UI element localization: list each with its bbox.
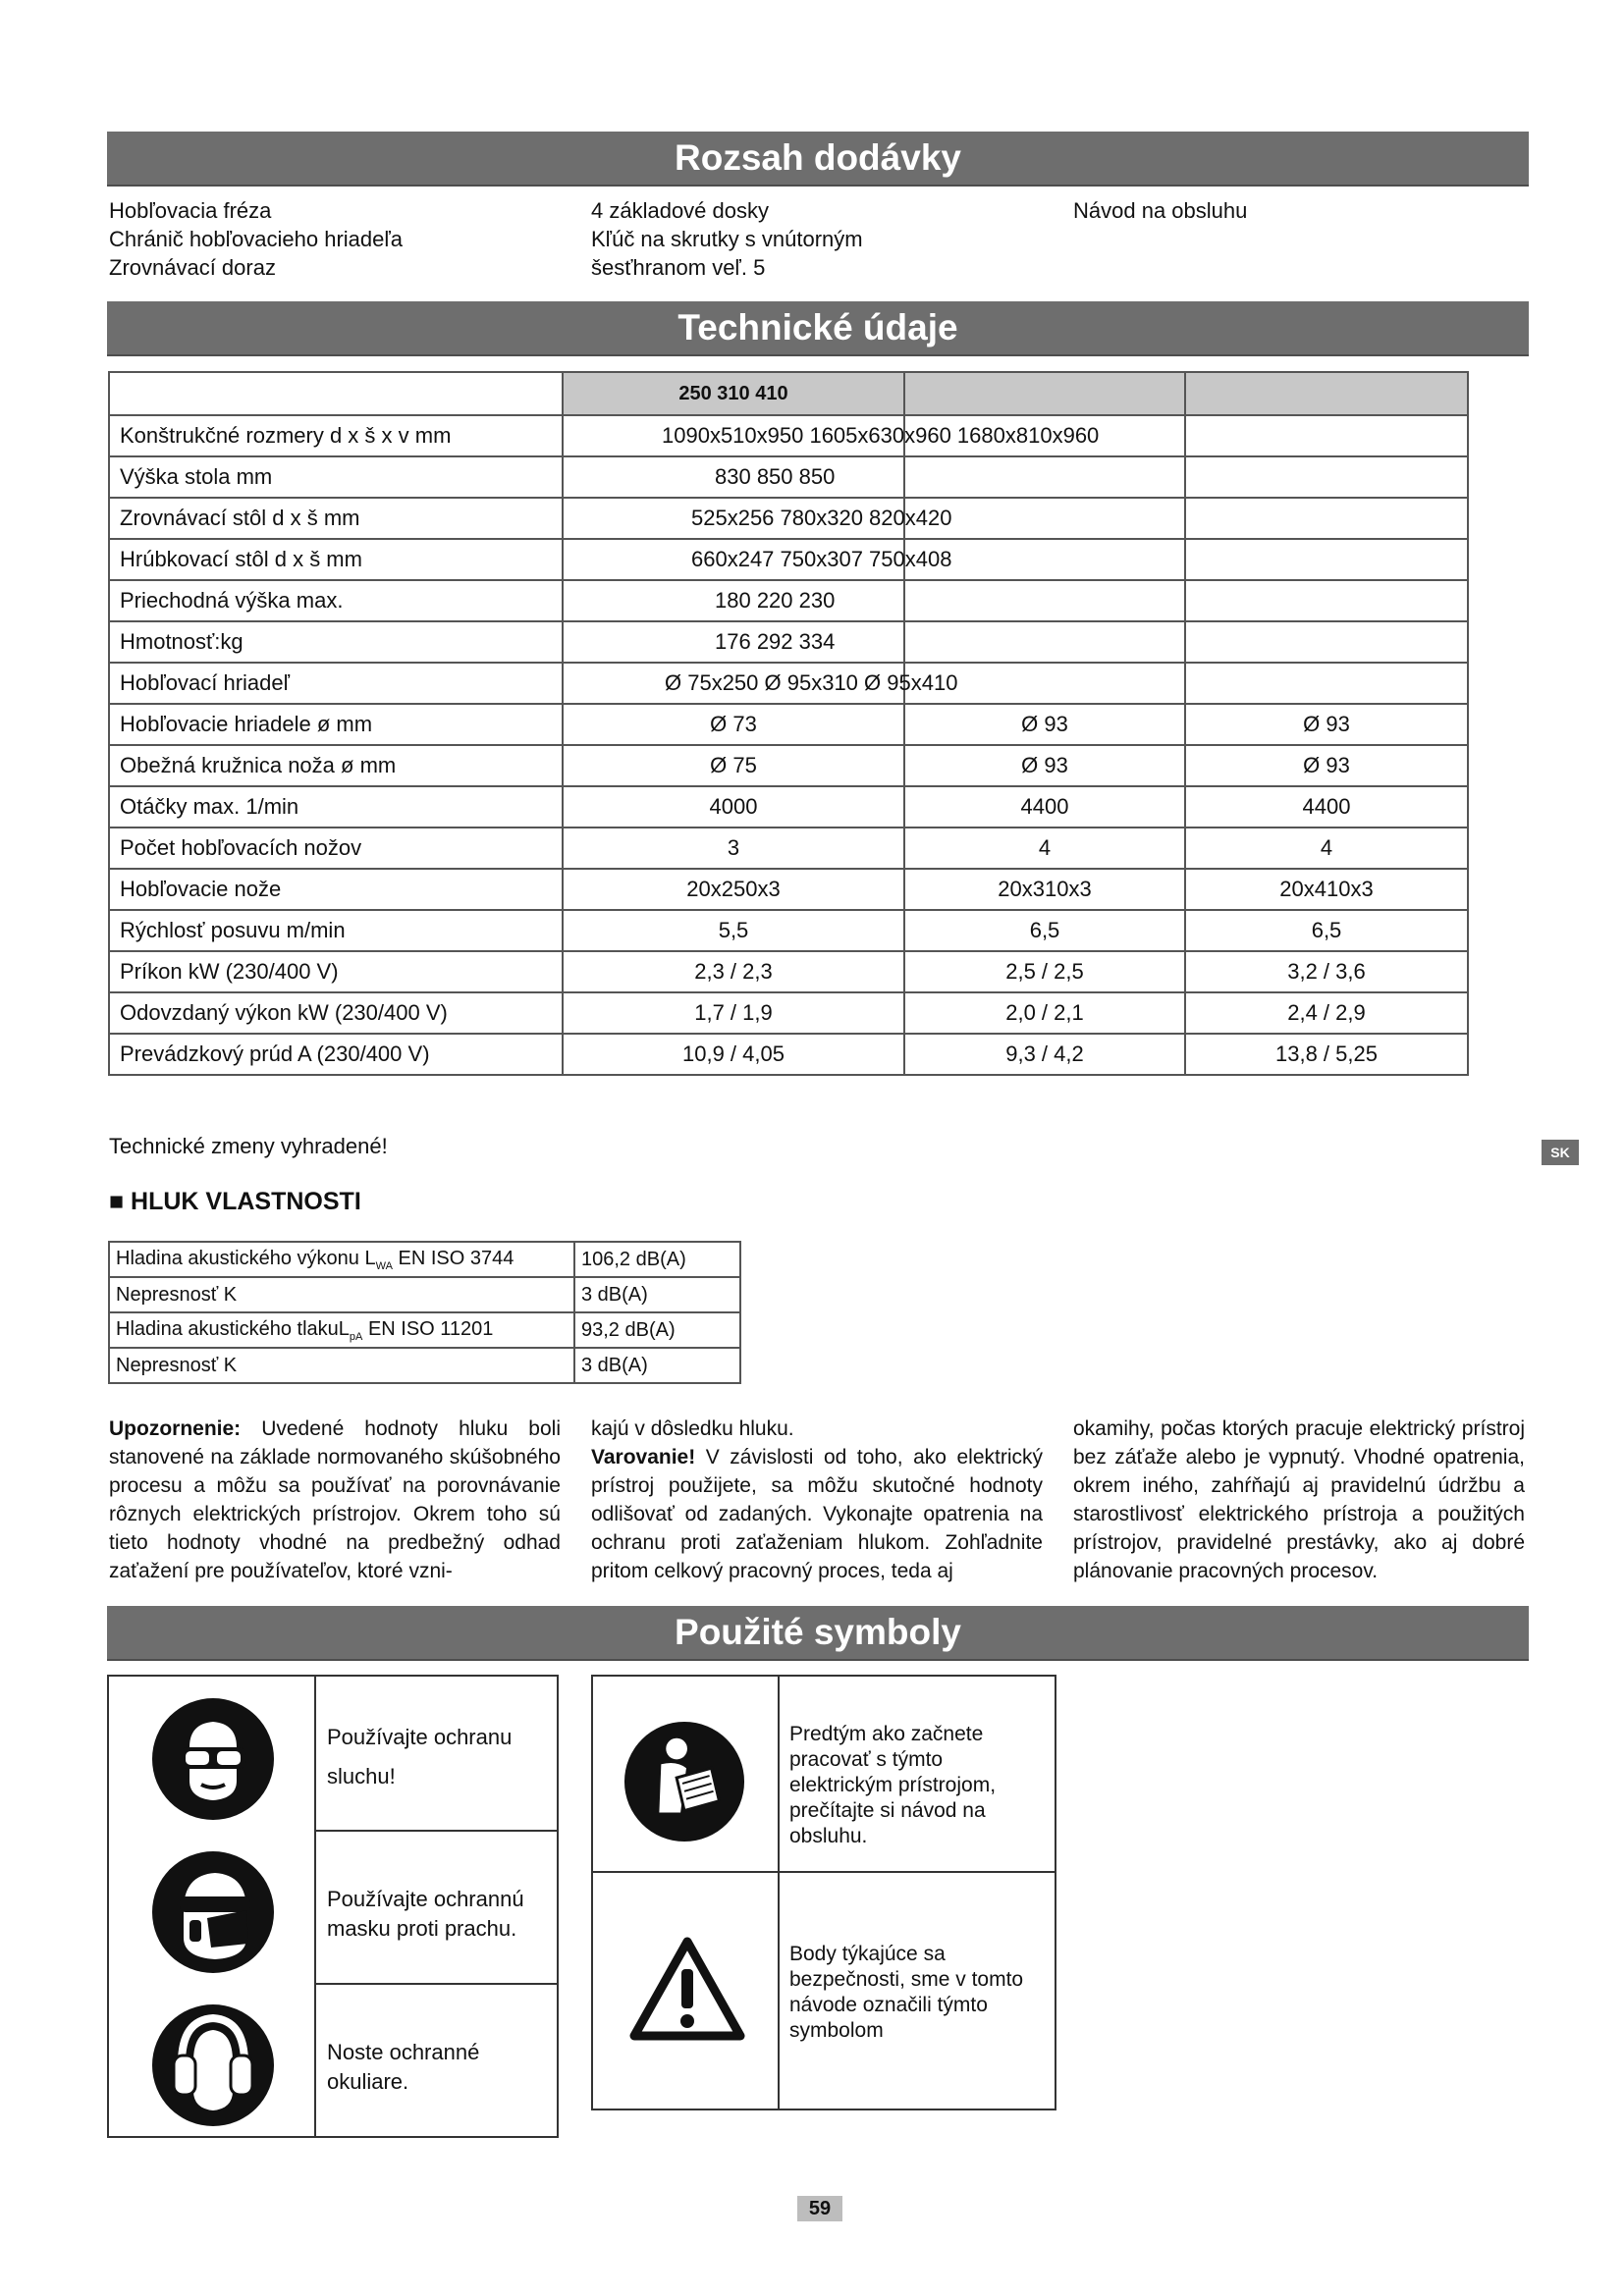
row-label: Príkon kW (230/400 V) [109, 951, 563, 992]
row-value: 3 [563, 828, 904, 869]
symbol-text: Používajte ochranu sluchu! [327, 1725, 513, 1789]
noise-label: Hladina akustického výkonu $L_{WA}$ EN ISO 3744 [109, 1242, 574, 1277]
noise-value: 3 dB(A) [574, 1348, 740, 1383]
row-value: 20x410x3 [1185, 869, 1468, 910]
table-cell [109, 372, 563, 415]
noise-value: 93,2 dB(A) [574, 1312, 740, 1348]
row-value: 176 292 334 [563, 621, 904, 663]
row-label: Konštrukčné rozmery d x š x v mm [109, 415, 563, 456]
table-row [109, 539, 1468, 580]
row-value: 2,4 / 2,9 [1185, 992, 1468, 1034]
row-label: Otáčky max. 1/min [109, 786, 563, 828]
row-value: 4000 [563, 786, 904, 828]
row-value: 1090x510x950 1605x630x960 1680x810x960 [563, 415, 904, 456]
row-value: 6,5 [904, 910, 1185, 951]
row-label: Prevádzkový prúd A (230/400 V) [109, 1034, 563, 1075]
table-row [109, 415, 1468, 456]
table-cell [1185, 415, 1468, 456]
row-value: 20x310x3 [904, 869, 1185, 910]
table-row [109, 498, 1468, 539]
table-row [109, 786, 1468, 828]
table-cell [1185, 372, 1468, 415]
row-label: Hobľovací hriadeľ [109, 663, 563, 704]
table-row [109, 951, 1468, 992]
delivery-item: Chránič hobľovacieho hriadeľa [109, 227, 404, 251]
noise-label: Hladina akustického tlakuL$_{pA}$ EN ISO 11201 [109, 1312, 574, 1348]
delivery-col-3 [1073, 196, 1247, 225]
table-row [109, 828, 1468, 869]
table-cell [904, 372, 1185, 415]
symbol-text: Používajte ochrannú masku proti prachu. [327, 1887, 524, 1941]
ear-protection-icon [150, 2002, 276, 2128]
noise-value: 3 dB(A) [574, 1277, 740, 1312]
row-value: Ø 93 [904, 745, 1185, 786]
table-cell [904, 580, 1185, 621]
delivery-item: Hobľovacia fréza [109, 198, 272, 223]
table-cell [1185, 621, 1468, 663]
delivery-item: Návod na obsluhu [1073, 198, 1248, 223]
safety-goggles-icon [150, 1696, 276, 1822]
table-cell [1185, 539, 1468, 580]
delivery-item: Zrovnávací doraz [109, 255, 276, 280]
tech-table [108, 371, 1469, 1076]
row-value: Ø 75 [563, 745, 904, 786]
table-row [109, 1277, 740, 1312]
row-label: Zrovnávací stôl d x š mm [109, 498, 563, 539]
row-label: Hmotnosť:kg [109, 621, 563, 663]
row-value: 525x256 780x320 820x420 [563, 498, 904, 539]
row-label: Obežná kružnica noža ø mm [109, 745, 563, 786]
noise-table [108, 1241, 741, 1384]
symbol-text: Noste ochranné okuliare. [327, 2040, 480, 2094]
dust-mask-icon [150, 1849, 276, 1975]
delivery-item: šesťhranom veľ. 5 [591, 255, 766, 280]
delivery-col-2 [591, 196, 863, 282]
row-value: 2,0 / 2,1 [904, 992, 1185, 1034]
table-row [109, 869, 1468, 910]
table-cell [904, 621, 1185, 663]
row-value: 2,5 / 2,5 [904, 951, 1185, 992]
paragraph-notice: Upozornenie: Uvedené hodnoty hluku boli stanovené na základe normovaného skúšobného procesu a môžu sa používať na porovnávanie rôznych elektrických prístrojov. Okrem toho sú tieto hodnoty vhodné na predbežný odhad zaťažení pre používateľov, ktoré vzni- [109, 1417, 561, 1582]
table-row [109, 1348, 740, 1383]
symbol-text: Body týkajúce sa bezpečnosti, sme v tomto návode označili týmto symbolom [789, 1943, 1024, 2042]
noise-heading: ■ HLUK VLASTNOSTI [109, 1188, 361, 1215]
read-manual-icon [623, 1720, 746, 1843]
table-row [109, 663, 1468, 704]
row-value: 20x250x3 [563, 869, 904, 910]
row-label: Hobľovacie hriadele ø mm [109, 704, 563, 745]
row-label: Počet hobľovacích nožov [109, 828, 563, 869]
delivery-item: 4 základové dosky [591, 198, 769, 223]
table-row [109, 704, 1468, 745]
symbols-right-box [591, 1675, 1056, 2110]
symbols-banner: Použité symboly [107, 1606, 1529, 1661]
table-row [109, 456, 1468, 498]
table-row [109, 372, 1468, 415]
row-value: Ø 93 [1185, 745, 1468, 786]
row-value: Ø 75x250 Ø 95x310 Ø 95x410 [563, 663, 904, 704]
row-value: 4 [1185, 828, 1468, 869]
table-row [109, 621, 1468, 663]
table-row [109, 1034, 1468, 1075]
row-value: 4400 [904, 786, 1185, 828]
table-row [109, 1312, 740, 1348]
row-value: 4400 [1185, 786, 1468, 828]
symbols-left-box [107, 1675, 559, 2138]
noise-value: 106,2 dB(A) [574, 1242, 740, 1277]
table-row [109, 745, 1468, 786]
row-value: Ø 93 [1185, 704, 1468, 745]
table-cell [1185, 498, 1468, 539]
tech-header-models: 250 310 410 [563, 372, 904, 415]
tech-banner: Technické údaje [107, 301, 1529, 356]
row-value: Ø 73 [563, 704, 904, 745]
row-label: Hrúbkovací stôl d x š mm [109, 539, 563, 580]
row-label: Hobľovacie nože [109, 869, 563, 910]
row-value: 180 220 230 [563, 580, 904, 621]
row-label: Rýchlosť posuvu m/min [109, 910, 563, 951]
row-label: Priechodná výška max. [109, 580, 563, 621]
tech-note: Technické zmeny vyhradené! [109, 1134, 388, 1158]
noise-label: Nepresnosť K [109, 1348, 574, 1383]
table-cell [904, 456, 1185, 498]
row-value: 6,5 [1185, 910, 1468, 951]
paragraph-measures: okamihy, počas ktorých pracuje elektrický prístroj bez záťaže alebo je vypnutý. Vhodné opatrenia, okrem iného, zahŕňajú aj pravidelnú údržbu a starostlivosť elektrického prístroja a použitých prístrojov, pravidelné prestávky, ako aj dobré plánovanie pracovných procesov. [1073, 1417, 1525, 1582]
table-row [109, 1242, 740, 1277]
row-value: 13,8 / 5,25 [1185, 1034, 1468, 1075]
row-label: Výška stola mm [109, 456, 563, 498]
row-value: 1,7 / 1,9 [563, 992, 904, 1034]
table-cell [1185, 663, 1468, 704]
delivery-banner: Rozsah dodávky [107, 132, 1529, 187]
delivery-col-1 [109, 196, 403, 282]
noise-label: Nepresnosť K [109, 1277, 574, 1312]
row-value: 2,3 / 2,3 [563, 951, 904, 992]
table-row [109, 910, 1468, 951]
row-value: Ø 93 [904, 704, 1185, 745]
row-value: 10,9 / 4,05 [563, 1034, 904, 1075]
row-label: Odovzdaný výkon kW (230/400 V) [109, 992, 563, 1034]
table-cell [1185, 580, 1468, 621]
delivery-item: Kľúč na skrutky s vnútorným [591, 227, 863, 251]
table-row [109, 580, 1468, 621]
symbol-text: Predtým ako začnete pracovať s týmto elektrickým prístrojom, prečítajte si návod na obsluhu. [789, 1723, 997, 1847]
table-row [109, 992, 1468, 1034]
paragraph-warning: kajú v dôsledku hluku. Varovanie! V závislosti od toho, ako elektrický prístroj použijete, sa môžu skutočné hodnoty odlišovať od zadaných. Vykonajte opatrenia na ochranu proti zaťaženiam hlukom. Zohľadnite pritom celkový pracovný proces, teda aj [591, 1417, 1043, 1582]
row-value: 3,2 / 3,6 [1185, 951, 1468, 992]
row-value: 4 [904, 828, 1185, 869]
table-cell [1185, 456, 1468, 498]
page-number: 59 [797, 2196, 842, 2221]
warning-triangle-icon [628, 1936, 746, 2042]
row-value: 660x247 750x307 750x408 [563, 539, 904, 580]
row-value: 9,3 / 4,2 [904, 1034, 1185, 1075]
row-value: 830 850 850 [563, 456, 904, 498]
row-value: 5,5 [563, 910, 904, 951]
language-tab: SK [1542, 1140, 1579, 1165]
